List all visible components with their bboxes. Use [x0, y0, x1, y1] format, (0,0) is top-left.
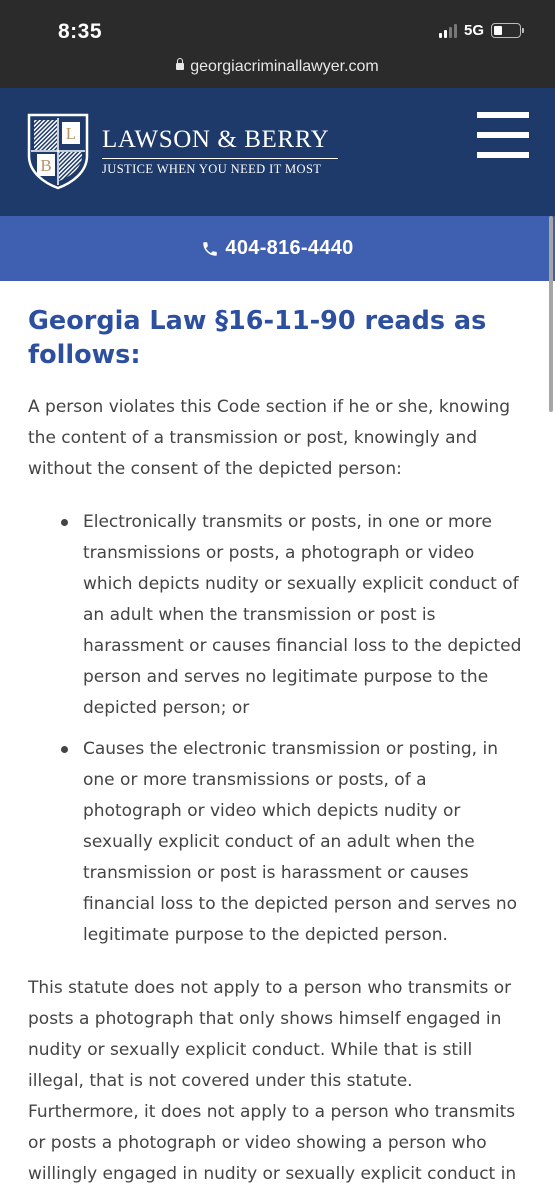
network-label: 5G [463, 22, 484, 39]
url-text: georgiacriminallawyer.com [190, 58, 379, 75]
phone-icon [201, 240, 219, 258]
phone-call-bar[interactable] [0, 216, 555, 281]
site-header [0, 88, 555, 216]
firm-tagline: JUSTICE WHEN YOU NEED IT MOST [102, 161, 322, 176]
browser-status-area [0, 0, 555, 88]
article-intro: A person violates this Code section if he or she, knowing the content of a transmission or post, knowingly and without the consent of the depicted person: [28, 397, 511, 479]
page-scrollbar[interactable] [549, 216, 553, 412]
logo-letter-b: B [40, 156, 52, 175]
logo-text [102, 126, 338, 177]
phone-number: 404-816-4440 [225, 237, 354, 259]
firm-name: LAWSON & BERRY [102, 125, 330, 153]
logo-letter-l: L [65, 124, 77, 143]
article-heading: Georgia Law §16-11-90 reads as follows: [28, 306, 487, 370]
article-closing-paragraph: This statute does not apply to a person who transmits or posts a photograph that only shows himself engaged in nudity or sexually explicit conduct. While that is still illegal, that is not covered under this statute. Furthermore, it does not apply to a person who transmits or posts a photograph or video showing a person who willingly engaged in nudity or sexually explicit conduct in [28, 978, 517, 1184]
signal-icon [439, 24, 457, 38]
battery-icon [491, 23, 521, 38]
statute-list [28, 507, 523, 951]
lock-icon [176, 63, 184, 70]
list-item: Electronically transmits or posts, in one or more transmissions or posts, a photograph or video which depicts nudity or sexually explicit conduct of an adult when the transmission or post is harassment or causes financial loss to the depicted person and serves no legitimate purpose to the depicted person; or [83, 507, 523, 724]
status-time: 8:35 [58, 20, 103, 43]
url-bar[interactable] [0, 58, 555, 76]
status-indicators [439, 22, 521, 39]
logo-divider [102, 158, 338, 159]
article-content [28, 304, 523, 1190]
list-item: Causes the electronic transmission or posting, in one or more transmissions or posts, of a photograph or video which depicts nudity or sexually explicit conduct of an adult when the transmission or post is harassment or causes financial loss to the depicted person and serves no legitimate purpose to the depicted person. [83, 734, 523, 951]
hamburger-menu-icon[interactable] [477, 112, 529, 158]
site-logo[interactable] [26, 112, 338, 190]
shield-logo-icon [26, 112, 90, 190]
